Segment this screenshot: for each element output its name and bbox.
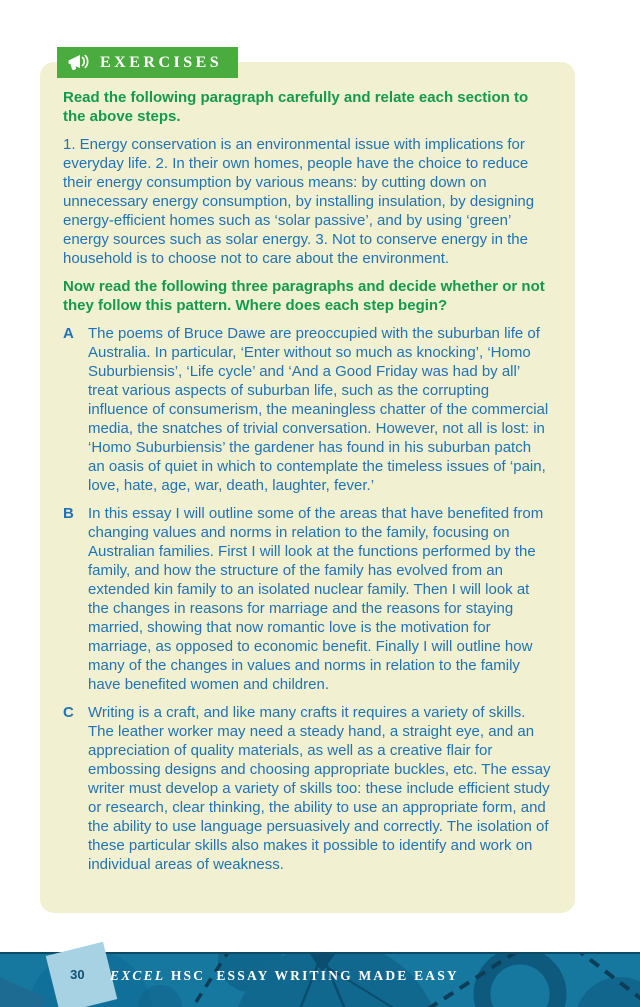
list-item-c-letter: C xyxy=(63,704,74,721)
book-title xyxy=(110,968,459,984)
list-item-c xyxy=(63,703,551,874)
list-item-b-letter: B xyxy=(63,505,74,522)
list-item-a-text: The poems of Bruce Dawe are preoccupied with the suburban life of Australia. In particular, ‘Enter without so much as knocking’, ‘Homo Suburbiensis’, ‘Life cycle’ and ‘And a Good Friday was had by all’ treat various aspects of suburban life, such as the corrupting influence of consumerism, the meaningless chatter of the commercial media, the snatches of trivial conversation. However, not all is lost: in ‘Homo Suburbiensis’ the gardener has found in his suburban patch an oasis of quiet in which to contemplate the timeless issues of ‘pain, love, hate, age, war, death, laughter, fever.’ xyxy=(88,325,549,494)
exercises-badge-label: EXERCISES xyxy=(100,53,223,71)
exercises-panel xyxy=(40,53,575,913)
megaphone-icon xyxy=(67,53,91,73)
list-item-a xyxy=(63,324,551,495)
book-title-series: EXCEL xyxy=(110,968,166,983)
exercises-badge xyxy=(57,47,238,78)
list-item-b-text: In this essay I will outline some of the areas that have benefited from changing values and norms in relation to the family, focusing on Australian families. First I will look at the functions performed by the family, and how the structure of the family has evolved from an extended kin family to an isolated nuclear family. Then I will look at the changes in reasons for marriage and the reasons for staying married, showing that now romantic love is the motivation for marriage, as opposed to economic benefit. Finally I will outline how many of the changes in values and norms in relation to the family have benefited women and children. xyxy=(88,505,544,693)
list-item-c-text: Writing is a craft, and like many crafts it requires a variety of skills. The leather worker may need a steady hand, a straight eye, and an appreciation of quality materials, as well as a creative flair for embossing designs and choosing appropriate buckles, etc. The essay writer must develop a variety of skills too: these include efficient study or research, clear thinking, the ability to use an appropriate form, and the ability to use language persuasively and correctly. The isolation of these particular skills also makes it possible to identify and work on individual areas of weakness. xyxy=(88,704,551,873)
prompt-instruction: Now read the following three paragraphs and decide whether or not they follow this pattern. Where does each step begin? xyxy=(63,278,545,314)
page-number: 30 xyxy=(70,966,85,982)
book-title-rest: HSC ESSAY WRITING MADE EASY xyxy=(165,968,459,983)
list-item-b xyxy=(63,504,551,694)
intro-instruction: Read the following paragraph carefully and relate each section to the above steps. xyxy=(63,89,529,125)
numbered-example-paragraph: 1. Energy conservation is an environmental issue with implications for everyday life. 2. In their own homes, people have the choice to reduce their energy consumption by various means: by cutting down on unnecessary energy consumption, by installing insulation, by designing energy-efficient homes such as ‘solar passive’, and by using ‘green’ energy sources such as solar energy. 3. Not to conserve energy in the household is to choose not to care about the environment. xyxy=(63,136,535,267)
list-item-a-letter: A xyxy=(63,325,74,342)
